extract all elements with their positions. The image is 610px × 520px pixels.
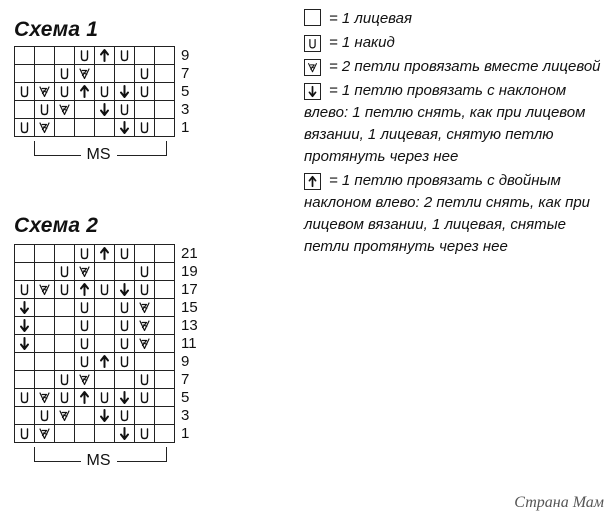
stitch-cell (114, 262, 135, 281)
stitch-cell (74, 298, 95, 317)
k2tog-icon (137, 300, 152, 315)
stitch-cell (14, 316, 35, 335)
stitch-cell (54, 64, 75, 83)
yarn-over-icon (77, 354, 92, 369)
arrow-down-icon (117, 282, 132, 297)
arrow-down-icon (304, 83, 321, 100)
stitch-cell (154, 298, 175, 317)
yarn-over-icon (57, 66, 72, 81)
stitch-cell (74, 118, 95, 137)
stitch-cell (154, 406, 175, 425)
row-number: 13 (181, 317, 198, 334)
stitch-cell (54, 262, 75, 281)
stitch-cell (154, 370, 175, 389)
arrow-down-icon (117, 390, 132, 405)
legend-item-dbl (304, 170, 604, 258)
legend-text: = 2 петли провязать вместе лицевой (329, 58, 601, 75)
legend-item-ssk (304, 80, 604, 168)
stitch-cell (94, 280, 115, 299)
stitch-cell (34, 334, 55, 353)
stitch-cell (34, 244, 55, 263)
yarn-over-icon (17, 282, 32, 297)
stitch-cell (94, 46, 115, 65)
stitch-cell (34, 64, 55, 83)
stitch-cell (154, 46, 175, 65)
row-number: 5 (181, 389, 190, 406)
stitch-cell (54, 334, 75, 353)
yarn-over-icon (77, 318, 92, 333)
stitch-cell (94, 316, 115, 335)
stitch-cell (114, 316, 135, 335)
stitch-cell (14, 280, 35, 299)
stitch-cell (74, 334, 95, 353)
legend-text: = 1 петлю провязать с двойным наклоном влево: 2 петли снять, как при лицевом вязании, 1 лицевая, снятые петли протянуть через нее (304, 172, 591, 255)
stitch-cell (134, 244, 155, 263)
stitch-cell (134, 388, 155, 407)
yarn-over-icon (137, 66, 152, 81)
yarn-over-icon (77, 300, 92, 315)
row-number: 7 (181, 371, 190, 388)
stitch-cell (74, 64, 95, 83)
stitch-cell (14, 334, 35, 353)
stitch-cell (134, 262, 155, 281)
row-number: 17 (181, 281, 198, 298)
row-number: 9 (181, 353, 190, 370)
stitch-cell (114, 424, 135, 443)
k2tog-icon (37, 282, 52, 297)
stitch-cell (34, 370, 55, 389)
yarn-over-icon (97, 84, 112, 99)
k2tog-icon (37, 426, 52, 441)
stitch-cell (14, 118, 35, 137)
stitch-cell (74, 406, 95, 425)
stitch-cell (54, 298, 75, 317)
stitch-cell (114, 244, 135, 263)
yarn-over-icon (117, 408, 132, 423)
yarn-over-icon (57, 84, 72, 99)
stitch-cell (94, 334, 115, 353)
stitch-cell (154, 118, 175, 137)
stitch-cell (74, 280, 95, 299)
legend-item-k2tog (304, 56, 604, 78)
yarn-over-icon (137, 120, 152, 135)
row-number: 1 (181, 119, 190, 136)
stitch-cell (54, 100, 75, 119)
stitch-cell (14, 298, 35, 317)
stitch-cell (154, 64, 175, 83)
stitch-cell (14, 406, 35, 425)
stitch-cell (34, 298, 55, 317)
stitch-cell (14, 388, 35, 407)
stitch-cell (114, 388, 135, 407)
yarn-over-icon (137, 390, 152, 405)
row-number: 5 (181, 83, 190, 100)
stitch-cell (54, 118, 75, 137)
k2tog-icon (77, 66, 92, 81)
yarn-over-icon (97, 390, 112, 405)
yarn-over-icon (77, 246, 92, 261)
yarn-over-icon (17, 120, 32, 135)
legend-text: = 1 лицевая (329, 10, 413, 27)
stitch-cell (154, 334, 175, 353)
row-number: 15 (181, 299, 198, 316)
stitch-cell (114, 334, 135, 353)
arrow-down-icon (117, 426, 132, 441)
stitch-cell (154, 316, 175, 335)
stitch-cell (54, 46, 75, 65)
yarn-over-icon (137, 264, 152, 279)
arrow-down-icon (17, 300, 32, 315)
arrow-down-icon (17, 318, 32, 333)
arrow-down-icon (97, 408, 112, 423)
k2tog-icon (77, 264, 92, 279)
k2tog-icon (57, 102, 72, 117)
stitch-cell (94, 262, 115, 281)
arrow-up-icon (304, 173, 321, 190)
stitch-cell (94, 118, 115, 137)
yarn-over-icon (57, 282, 72, 297)
yarn-over-icon (37, 102, 52, 117)
stitch-cell (94, 64, 115, 83)
stitch-cell (154, 280, 175, 299)
row-number: 21 (181, 245, 198, 262)
stitch-cell (114, 118, 135, 137)
yarn-over-icon (137, 282, 152, 297)
stitch-cell (154, 244, 175, 263)
stitch-cell (54, 82, 75, 101)
stitch-cell (94, 424, 115, 443)
stitch-cell (114, 298, 135, 317)
stitch-cell (114, 406, 135, 425)
k2tog-icon (77, 372, 92, 387)
yarn-over-icon (137, 426, 152, 441)
stitch-cell (134, 46, 155, 65)
yarn-over-icon (37, 408, 52, 423)
yarn-over-icon (17, 390, 32, 405)
watermark: Страна Мам (514, 494, 604, 511)
stitch-cell (74, 46, 95, 65)
yarn-over-icon (117, 336, 132, 351)
yarn-over-icon (97, 282, 112, 297)
stitch-cell (154, 100, 175, 119)
arrow-up-icon (77, 84, 92, 99)
stitch-cell (134, 334, 155, 353)
stitch-cell (74, 424, 95, 443)
stitch-cell (94, 388, 115, 407)
stitch-cell (14, 262, 35, 281)
stitch-cell (34, 388, 55, 407)
row-number: 3 (181, 407, 190, 424)
stitch-cell (134, 406, 155, 425)
arrow-down-icon (17, 336, 32, 351)
yarn-over-icon (57, 264, 72, 279)
yarn-over-icon (77, 336, 92, 351)
row-number: 11 (181, 335, 197, 352)
stitch-cell (134, 64, 155, 83)
stitch-cell (54, 406, 75, 425)
stitch-cell (134, 370, 155, 389)
stitch-cell (114, 352, 135, 371)
stitch-cell (94, 244, 115, 263)
arrow-up-icon (77, 282, 92, 297)
stitch-cell (114, 46, 135, 65)
yarn-over-icon (57, 390, 72, 405)
stitch-cell (34, 100, 55, 119)
stitch-cell (34, 82, 55, 101)
yarn-over-icon (117, 300, 132, 315)
stitch-cell (154, 262, 175, 281)
arrow-up-icon (77, 390, 92, 405)
stitch-cell (114, 100, 135, 119)
stitch-cell (114, 280, 135, 299)
stitch-cell (154, 82, 175, 101)
k2tog-icon (37, 390, 52, 405)
yarn-over-icon (304, 35, 321, 52)
repeat-label: MS (81, 452, 117, 470)
stitch-cell (14, 64, 35, 83)
scheme2-title: Схема 2 (14, 214, 99, 237)
stitch-cell (34, 352, 55, 371)
stitch-cell (134, 118, 155, 137)
yarn-over-icon (117, 48, 132, 63)
stitch-cell (74, 262, 95, 281)
stitch-cell (34, 316, 55, 335)
row-number: 7 (181, 65, 190, 82)
stitch-cell (134, 280, 155, 299)
yarn-over-icon (17, 84, 32, 99)
stitch-cell (34, 280, 55, 299)
stitch-cell (74, 100, 95, 119)
arrow-down-icon (117, 120, 132, 135)
row-number: 19 (181, 263, 198, 280)
stitch-cell (94, 406, 115, 425)
yarn-over-icon (137, 372, 152, 387)
symbol-legend (304, 8, 604, 260)
stitch-cell (14, 244, 35, 263)
stitch-cell (134, 352, 155, 371)
yarn-over-icon (17, 426, 32, 441)
yarn-over-icon (117, 246, 132, 261)
stitch-cell (14, 352, 35, 371)
stitch-cell (54, 424, 75, 443)
yarn-over-icon (117, 102, 132, 117)
empty-square-icon (304, 9, 321, 26)
yarn-over-icon (117, 318, 132, 333)
stitch-cell (74, 352, 95, 371)
arrow-down-icon (117, 84, 132, 99)
legend-text: = 1 петлю провязать с наклоном влево: 1 петлю снять, как при лицевом вязании, 1 лицевая, снятую петлю протянуть через нее (304, 82, 586, 165)
stitch-cell (114, 64, 135, 83)
stitch-cell (94, 100, 115, 119)
stitch-cell (94, 298, 115, 317)
stitch-cell (74, 244, 95, 263)
stitch-cell (54, 388, 75, 407)
stitch-cell (14, 424, 35, 443)
row-number: 9 (181, 47, 190, 64)
k2tog-icon (137, 318, 152, 333)
stitch-cell (94, 352, 115, 371)
arrow-up-icon (97, 48, 112, 63)
stitch-cell (134, 82, 155, 101)
arrow-up-icon (97, 246, 112, 261)
stitch-cell (94, 82, 115, 101)
yarn-over-icon (137, 84, 152, 99)
k2tog-icon (304, 59, 321, 76)
stitch-cell (154, 424, 175, 443)
stitch-cell (134, 100, 155, 119)
stitch-cell (134, 298, 155, 317)
repeat-label: MS (81, 146, 117, 164)
stitch-cell (74, 370, 95, 389)
stitch-cell (74, 388, 95, 407)
row-number: 1 (181, 425, 190, 442)
stitch-cell (14, 46, 35, 65)
stitch-cell (94, 370, 115, 389)
k2tog-icon (57, 408, 72, 423)
yarn-over-icon (57, 372, 72, 387)
yarn-over-icon (117, 354, 132, 369)
stitch-cell (34, 118, 55, 137)
stitch-cell (14, 82, 35, 101)
stitch-cell (54, 352, 75, 371)
stitch-cell (74, 316, 95, 335)
legend-item-knit (304, 8, 604, 30)
stitch-cell (14, 370, 35, 389)
stitch-cell (114, 82, 135, 101)
stitch-cell (34, 262, 55, 281)
stitch-cell (34, 406, 55, 425)
stitch-cell (154, 352, 175, 371)
stitch-cell (14, 100, 35, 119)
stitch-cell (114, 370, 135, 389)
row-number: 3 (181, 101, 190, 118)
stitch-cell (54, 370, 75, 389)
k2tog-icon (37, 120, 52, 135)
stitch-cell (34, 46, 55, 65)
k2tog-icon (37, 84, 52, 99)
arrow-up-icon (97, 354, 112, 369)
stitch-cell (54, 244, 75, 263)
k2tog-icon (137, 336, 152, 351)
legend-item-yo (304, 32, 604, 54)
yarn-over-icon (77, 48, 92, 63)
stitch-cell (154, 388, 175, 407)
stitch-cell (134, 316, 155, 335)
scheme1-title: Схема 1 (14, 18, 99, 41)
stitch-cell (134, 424, 155, 443)
stitch-cell (54, 316, 75, 335)
arrow-down-icon (97, 102, 112, 117)
stitch-cell (74, 82, 95, 101)
legend-text: = 1 накид (329, 34, 395, 51)
stitch-cell (54, 280, 75, 299)
stitch-cell (34, 424, 55, 443)
